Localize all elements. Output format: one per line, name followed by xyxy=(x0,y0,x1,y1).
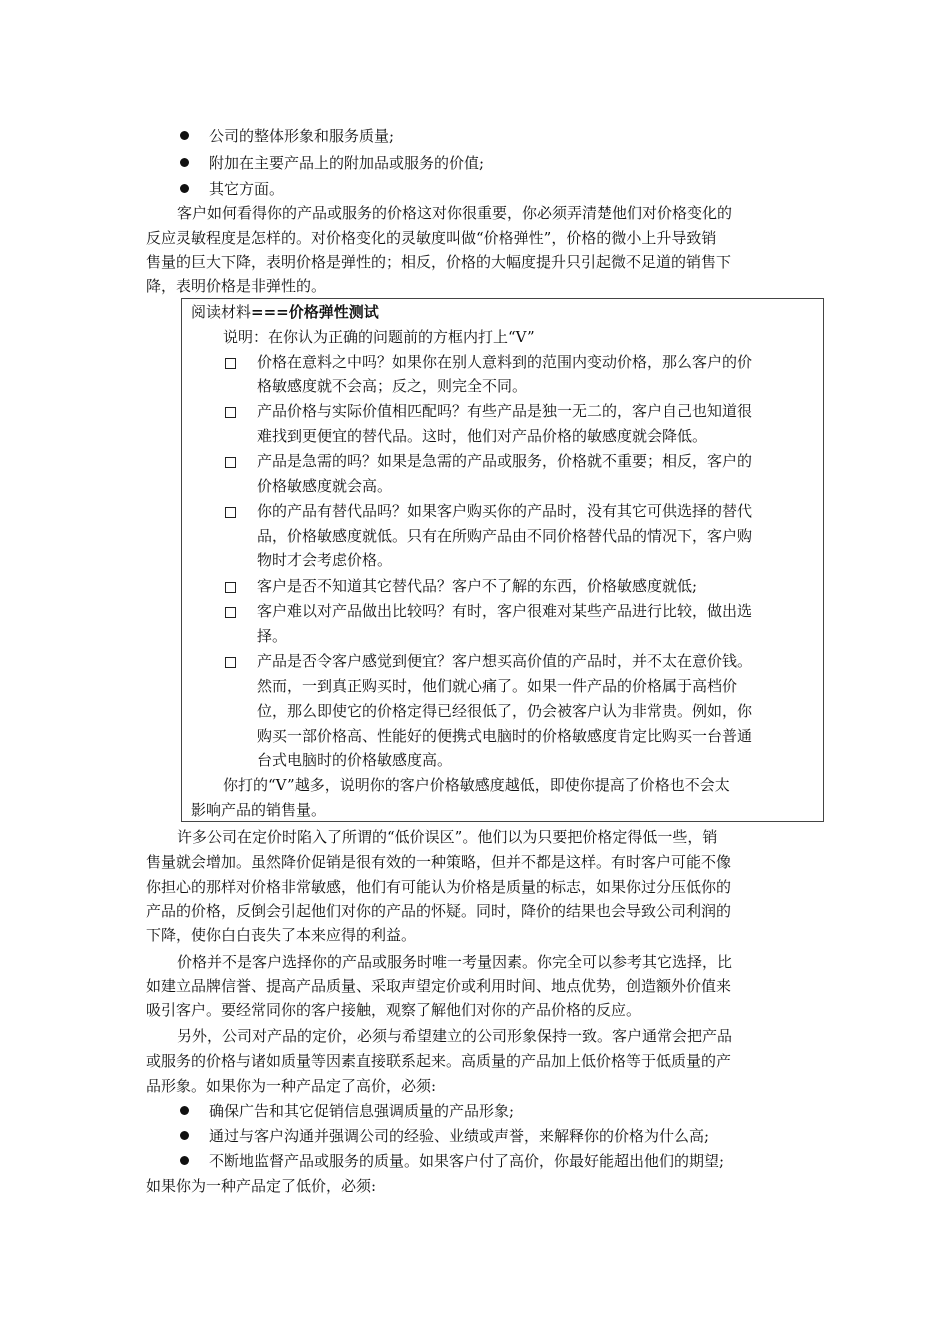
bullet-item: 公司的整体形象和服务质量; xyxy=(209,127,395,145)
paragraph-line: 售量就会增加。虽然降价促销是很有效的一种策略，但并不都是这样。有时客户可能不像 xyxy=(146,853,732,871)
reading-material-title: ===价格弹性测试 xyxy=(251,303,379,321)
bullet-item: 通过与客户沟通并强调公司的经验、业绩或声誉，来解释你的价格为什么高; xyxy=(209,1127,710,1145)
bullet-icon xyxy=(180,158,189,167)
checkbox-icon[interactable] xyxy=(225,457,236,468)
bullet-icon xyxy=(180,131,189,140)
question-line: 然而，一到真正购买时，他们就心痛了。如果一件产品的价格属于高档价 xyxy=(257,677,738,695)
reading-conclusion-line: 影响产品的销售量。 xyxy=(191,801,327,819)
paragraph-line: 另外，公司对产品的定价，必须与希望建立的公司形象保持一致。客户通常会把产品 xyxy=(177,1027,733,1045)
checkbox-icon[interactable] xyxy=(225,358,236,369)
reading-conclusion-line: 你打的“V”越多，说明你的客户价格敏感度越低，即使你提高了价格也不会太 xyxy=(223,776,730,794)
question-line: 价格敏感度就会高。 xyxy=(257,477,393,495)
bullet-item: 确保广告和其它促销信息强调质量的产品形象; xyxy=(209,1102,515,1120)
paragraph-line: 反应灵敏程度是怎样的。对价格变化的灵敏度叫做“价格弹性”，价格的微小上升导致销 xyxy=(146,229,717,247)
question-line: 产品价格与实际价值相匹配吗？有些产品是独一无二的，客户自己也知道很 xyxy=(257,402,753,420)
reading-material-heading xyxy=(191,302,379,322)
question-line: 品，价格敏感度就低。只有在所购产品由不同价格替代品的情况下，客户购 xyxy=(257,527,753,545)
checkbox-icon[interactable] xyxy=(225,407,236,418)
question-line: 客户难以对产品做出比较吗？有时，客户很难对某些产品进行比较，做出选 xyxy=(257,602,753,620)
question-line: 台式电脑时的价格敏感度高。 xyxy=(257,751,453,769)
paragraph-line: 售量的巨大下降，表明价格是弹性的；相反，价格的大幅度提升只引起微不足道的销售下 xyxy=(146,253,732,271)
paragraph-line: 产品的价格，反倒会引起他们对你的产品的怀疑。同时，降价的结果也会导致公司利润的 xyxy=(146,902,732,920)
checkbox-icon[interactable] xyxy=(225,657,236,668)
bullet-icon xyxy=(180,184,189,193)
paragraph-line: 或服务的价格与诸如质量等因素直接联系起来。高质量的产品加上低价格等于低质量的产 xyxy=(146,1052,732,1070)
paragraph-line: 降，表明价格是非弹性的。 xyxy=(146,277,327,295)
bullet-icon xyxy=(180,1106,189,1115)
bullet-item: 其它方面。 xyxy=(209,180,285,198)
question-line: 产品是否令客户感觉到便宜？客户想买高价值的产品时，并不太在意价钱。 xyxy=(257,652,753,670)
bullet-icon xyxy=(180,1131,189,1140)
bullet-icon xyxy=(180,1156,189,1165)
paragraph-line: 品形象。如果你为一种产品定了高价，必须: xyxy=(146,1077,437,1095)
closing-line: 如果你为一种产品定了低价，必须: xyxy=(146,1177,377,1195)
question-line: 位，那么即使它的价格定得已经很低了，仍会被客户认为非常贵。例如，你 xyxy=(257,702,753,720)
paragraph-line: 吸引客户。要经常同你的客户接触，观察了解他们对你的产品价格的反应。 xyxy=(146,1001,642,1019)
question-line: 格敏感度就不会高；反之，则完全不同。 xyxy=(257,377,528,395)
checkbox-icon[interactable] xyxy=(225,582,236,593)
checkbox-icon[interactable] xyxy=(225,607,236,618)
paragraph-line: 客户如何看得你的产品或服务的价格这对你很重要，你必须弄清楚他们对价格变化的 xyxy=(177,204,733,222)
reading-instruction: 说明：在你认为正确的问题前的方框内打上“V” xyxy=(223,328,535,346)
question-line: 难找到更便宜的替代品。这时，他们对产品价格的敏感度就会降低。 xyxy=(257,427,708,445)
bullet-item: 不断地监督产品或服务的质量。如果客户付了高价，你最好能超出他们的期望; xyxy=(209,1152,725,1170)
question-line: 购买一部价格高、性能好的便携式电脑时的价格敏感度肯定比购买一台普通 xyxy=(257,727,753,745)
question-line: 价格在意料之中吗？如果你在别人意料到的范围内变动价格，那么客户的价 xyxy=(257,353,753,371)
question-line: 你的产品有替代品吗？如果客户购买你的产品时，没有其它可供选择的替代 xyxy=(257,502,753,520)
question-line: 择。 xyxy=(257,627,288,645)
reading-material-label: 阅读材料 xyxy=(191,303,252,321)
paragraph-line: 下降，使你白白丧失了本来应得的利益。 xyxy=(146,926,417,944)
paragraph-line: 许多公司在定价时陷入了所谓的“低价误区”。他们以为只要把价格定得低一些，销 xyxy=(177,828,718,846)
checkbox-icon[interactable] xyxy=(225,507,236,518)
paragraph-line: 如建立品牌信誉、提高产品质量、采取声望定价或利用时间、地点优势，创造额外价值来 xyxy=(146,977,732,995)
bullet-item: 附加在主要产品上的附加品或服务的价值; xyxy=(209,154,485,172)
question-line: 物时才会考虑价格。 xyxy=(257,551,393,569)
paragraph-line: 你担心的那样对价格非常敏感，他们有可能认为价格是质量的标志，如果你过分压低你的 xyxy=(146,878,732,896)
question-line: 产品是急需的吗？如果是急需的产品或服务，价格就不重要；相反，客户的 xyxy=(257,452,753,470)
paragraph-line: 价格并不是客户选择你的产品或服务时唯一考量因素。你完全可以参考其它选择，比 xyxy=(177,953,733,971)
question-line: 客户是否不知道其它替代品？客户不了解的东西，价格敏感度就低; xyxy=(257,577,698,595)
